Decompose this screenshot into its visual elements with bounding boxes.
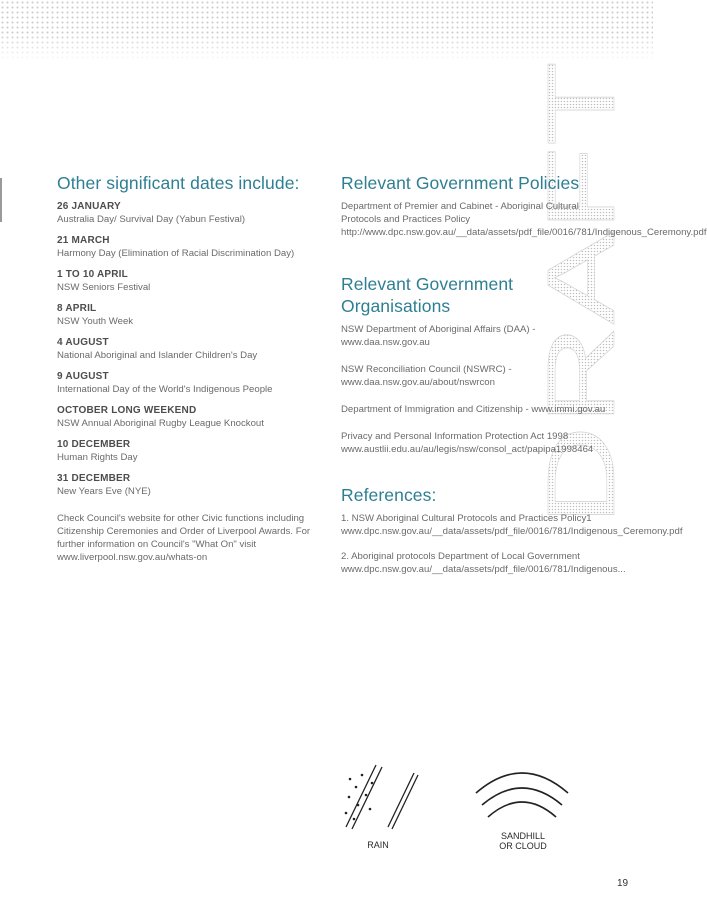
policies-heading: Relevant Government Policies [341, 173, 580, 193]
policy-text: Department of Premier and Cabinet - Aboriginal Cultural Protocols and Practices Policy http://www.dpc.nsw.gov.au/__data/assets/pdf_file/0016/781/Indigenous_Ceremony.pdf [341, 201, 707, 238]
date-title: OCTOBER LONG WEEKEND [57, 405, 197, 416]
date-title: 21 MARCH [57, 235, 110, 246]
references-heading: References: [341, 485, 437, 505]
date-title: 1 TO 10 APRIL [57, 269, 128, 280]
dates-list [57, 200, 329, 498]
date-description: NSW Youth Week [57, 316, 134, 327]
organisation-item: NSW Department of Aboriginal Affairs (DAA) - www.daa.nsw.gov.au [341, 324, 536, 348]
date-description: NSW Seniors Festival [57, 282, 151, 293]
organisation-item: NSW Reconciliation Council (NSWRC) - www.daa.nsw.gov.au/about/nswrcon [341, 364, 512, 388]
date-item [57, 268, 329, 294]
significant-dates-column [57, 172, 329, 564]
rain-label: RAIN [367, 840, 389, 850]
date-item [57, 200, 329, 226]
council-note: Check Council's website for other Civic functions including Citizenship Ceremonies and Order of Liverpool Awards. For further information on Council's "What On" visit www.liverpool.nsw.gov.au/whats-on [57, 513, 311, 563]
date-item [57, 404, 329, 430]
date-item [57, 302, 329, 328]
decorative-dot-pattern [0, 0, 653, 62]
date-title: 31 DECEMBER [57, 473, 131, 484]
page-number: 19 [617, 878, 629, 889]
organisations-list [341, 323, 606, 456]
date-item [57, 438, 329, 464]
date-description: NSW Annual Aboriginal Rugby League Knockout [57, 418, 264, 429]
reference-item: 1. NSW Aboriginal Cultural Protocols and Practices Policy1 www.dpc.nsw.gov.au/__data/assets/pdf_file/0016/781/Indigenous_Ceremony.pdf [341, 513, 683, 537]
date-description: National Aboriginal and Islander Children's Day [57, 350, 258, 361]
date-item [57, 370, 329, 396]
aboriginal-symbols [336, 755, 566, 860]
date-item [57, 234, 329, 260]
sandhill-label: SANDHILL [500, 831, 545, 841]
date-title: 8 APRIL [57, 303, 97, 314]
government-info-column [341, 172, 707, 576]
date-title: 26 JANUARY [57, 201, 121, 212]
date-title: 10 DECEMBER [57, 439, 131, 450]
margin-marker [0, 178, 2, 222]
organisation-item: Department of Immigration and Citizenship - www.immi.gov.au [341, 404, 606, 415]
date-title: 9 AUGUST [57, 371, 109, 382]
date-description: Australia Day/ Survival Day (Yabun Festival) [57, 214, 246, 225]
reference-item: 2. Aboriginal protocols Department of Local Government www.dpc.nsw.gov.au/__data/assets/pdf_file/0016/781/Indigenous... [341, 551, 626, 575]
references-list [341, 512, 683, 576]
date-description: Human Rights Day [57, 452, 138, 463]
date-description: Harmony Day (Elimination of Racial Discrimination Day) [57, 248, 295, 259]
date-description: New Years Eve (NYE) [57, 486, 151, 497]
organisation-item: Privacy and Personal Information Protection Act 1998 www.austlii.edu.au/au/legis/nsw/consol_act/papipa1998464 [341, 431, 594, 455]
date-description: International Day of the World's Indigenous People [57, 384, 273, 395]
organisations-heading: Relevant Government Organisations [341, 274, 514, 316]
date-item [57, 336, 329, 362]
cloud-label: OR CLOUD [499, 841, 547, 851]
sandhill-cloud-symbol-icon [336, 755, 566, 835]
date-title: 4 AUGUST [57, 337, 109, 348]
svg-text:DRAFT: DRAFT [528, 206, 635, 526]
significant-dates-heading: Other significant dates include: [57, 173, 300, 193]
date-item [57, 472, 329, 498]
